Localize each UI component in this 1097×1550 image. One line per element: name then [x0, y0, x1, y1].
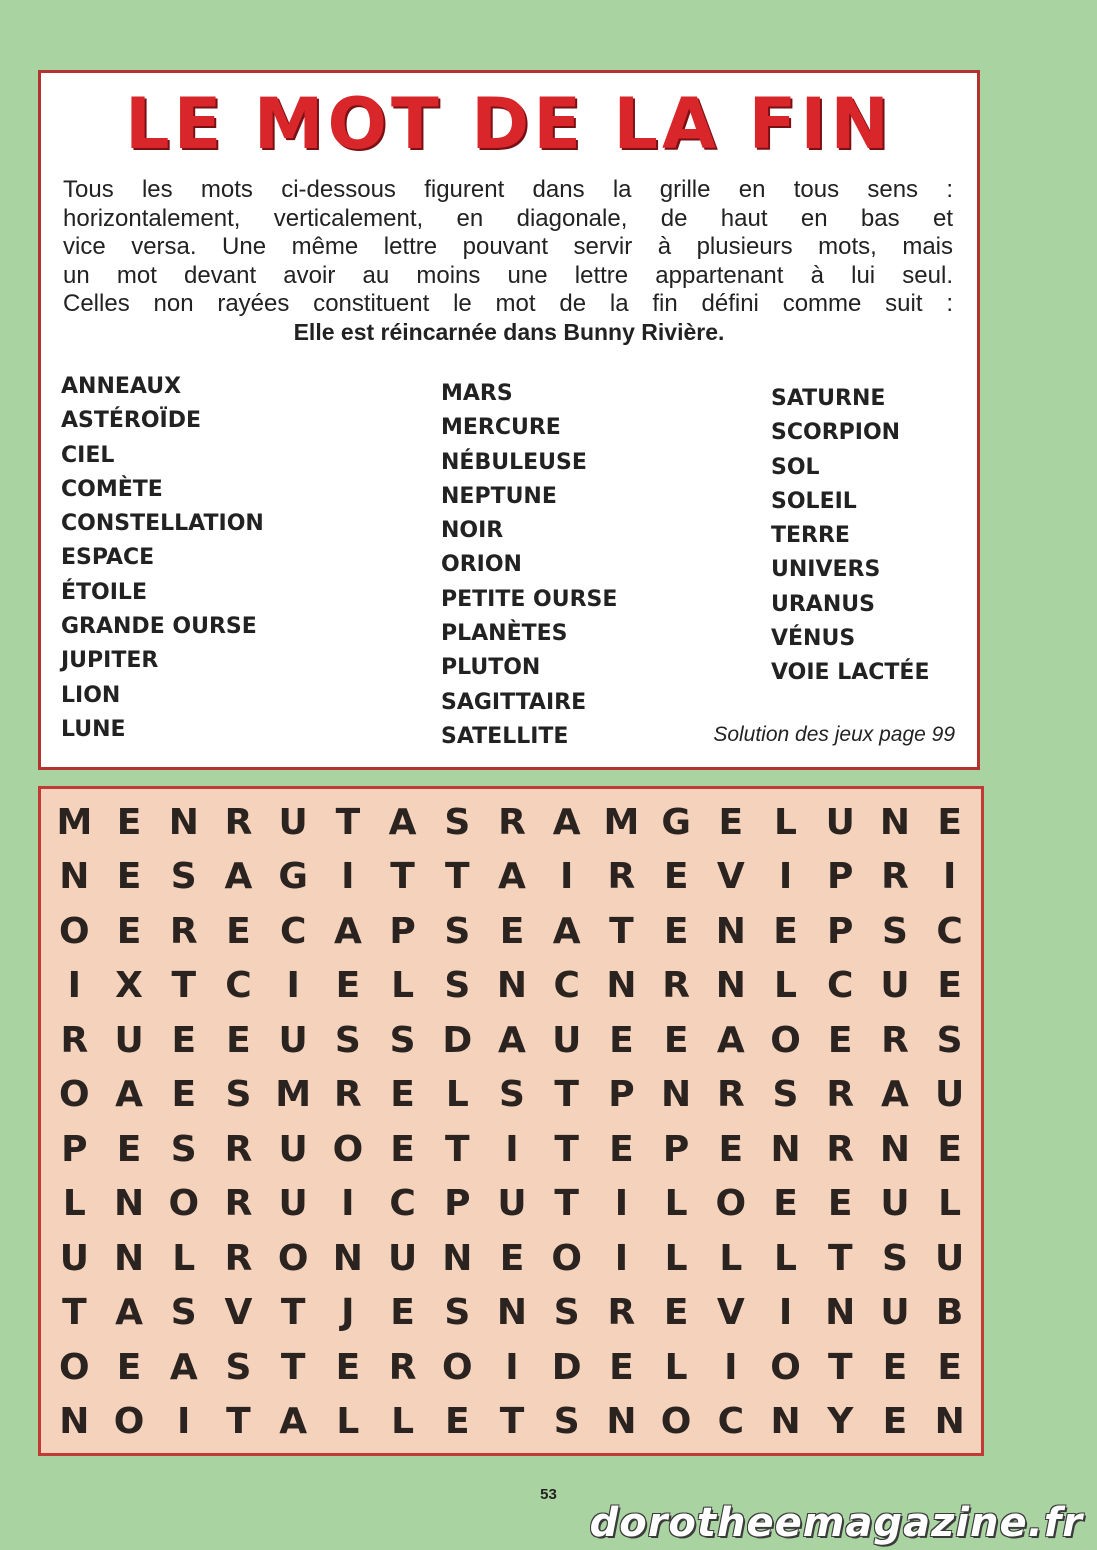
grid-letter: T — [280, 1292, 306, 1334]
word-list-item: LION — [61, 682, 121, 708]
grid-letter: S — [936, 1019, 963, 1061]
grid-letter: D — [442, 1019, 473, 1061]
grid-letter: J — [341, 1292, 355, 1334]
grid-letter: S — [225, 1346, 252, 1388]
grid-letter: E — [937, 801, 962, 843]
instructions-line: un mot devant avoir au moins une lettre appartenant à lui seul. — [63, 261, 953, 289]
instructions-line: horizontalement, verticalement, en diagonale, de haut en bas et — [63, 204, 953, 232]
grid-letter: L — [938, 1183, 962, 1225]
grid-letter: L — [391, 1401, 415, 1443]
grid-letter: S — [170, 1128, 197, 1170]
grid-letter: N — [879, 801, 910, 843]
grid-letter: S — [553, 1292, 580, 1334]
grid-letter: S — [444, 1292, 471, 1334]
grid-letter: A — [115, 1074, 143, 1116]
grid-letter: E — [116, 1128, 142, 1170]
grid-letter: P — [608, 1074, 635, 1116]
grid-letter: B — [935, 1292, 964, 1334]
word-list-item: SATURNE — [771, 386, 886, 411]
grid-letter: N — [168, 801, 199, 843]
grid-letter: N — [770, 1401, 801, 1443]
grid-letter: T — [827, 1346, 853, 1388]
word-list-item: SOL — [771, 454, 820, 480]
word-list-item: UNIVERS — [771, 557, 881, 583]
word-list-item: SATELLITE — [441, 723, 569, 749]
grid-letter: U — [935, 1074, 965, 1116]
word-list-item: ÉTOILE — [61, 579, 147, 605]
grid-letter: S — [444, 910, 471, 952]
grid-letter: U — [935, 1237, 965, 1279]
grid-letter: T — [499, 1401, 525, 1443]
grid-letter: O — [332, 1128, 364, 1170]
grid-letter: U — [278, 1183, 308, 1225]
word-list-item: GRANDE OURSE — [61, 614, 257, 640]
grid-letter: O — [59, 910, 90, 952]
grid-letter: S — [499, 1074, 525, 1116]
grid-letter: I — [505, 1128, 519, 1170]
grid-letter: A — [333, 910, 362, 952]
word-list-item: MERCURE — [441, 415, 561, 441]
grid-letter: E — [827, 1183, 853, 1225]
grid-letter: N — [661, 1074, 692, 1116]
grid-letter: A — [716, 1019, 745, 1061]
grid-letter: U — [114, 1019, 144, 1061]
grid-letter: O — [441, 1346, 473, 1388]
grid-letter: A — [388, 801, 417, 843]
grid-letter: C — [389, 1183, 416, 1225]
grid-letter: O — [770, 1019, 801, 1061]
grid-letter: E — [609, 1019, 634, 1061]
grid-letter: R — [881, 856, 909, 898]
grid-letter: E — [226, 1019, 251, 1061]
grid-letter: U — [880, 1292, 910, 1334]
grid-letter: I — [341, 1183, 355, 1225]
grid-letter: E — [335, 1346, 361, 1388]
grid-letter: U — [278, 1128, 308, 1170]
grid-letter: I — [724, 1346, 738, 1388]
grid-letter: T — [445, 856, 470, 898]
word-list-item: PETITE OURSE — [441, 586, 618, 612]
grid-letter: G — [661, 801, 691, 843]
instructions-line: Tous les mots ci-dessous figurent dans la grille en tous sens : — [63, 176, 953, 203]
grid-letter: E — [226, 910, 251, 952]
grid-letter: E — [937, 965, 962, 1007]
grid-letter: X — [115, 965, 143, 1007]
grid-letter: R — [224, 801, 253, 843]
grid-letter: L — [664, 1237, 688, 1279]
grid-letter: P — [61, 1128, 88, 1170]
grid-letter: S — [881, 910, 908, 952]
word-list-item: NOIR — [441, 518, 504, 544]
grid-letter: L — [172, 1237, 196, 1279]
mystery-word-definition: Elle est réincarnée dans Bunny Rivière. — [293, 319, 725, 345]
grid-letter: T — [554, 1074, 579, 1116]
grid-letter: L — [391, 965, 415, 1007]
grid-letter: O — [660, 1401, 692, 1443]
grid-letter: N — [113, 1237, 145, 1279]
grid-letter: A — [552, 801, 581, 843]
grid-letter: N — [715, 965, 746, 1007]
grid-letter: I — [341, 856, 355, 898]
grid-letter: U — [552, 1019, 582, 1061]
grid-letter: M — [56, 801, 93, 843]
instructions-line: Celles non rayées constituent le mot de la fin défini comme suit : — [63, 290, 953, 317]
grid-letter: N — [934, 1401, 965, 1443]
grid-letter: N — [332, 1237, 363, 1279]
grid-letter: E — [116, 1346, 142, 1388]
grid-letter: T — [226, 1401, 251, 1443]
grid-letter: I — [614, 1237, 629, 1279]
word-list-item: SAGITTAIRE — [441, 689, 587, 715]
grid-letter: E — [390, 1128, 415, 1170]
grid-letter: Y — [827, 1401, 854, 1443]
grid-letter: P — [662, 1128, 690, 1170]
grid-letter: I — [505, 1346, 519, 1388]
grid-letter: S — [444, 965, 471, 1007]
grid-letter: O — [277, 1237, 309, 1279]
grid-letter: T — [62, 1292, 87, 1334]
grid-letter: U — [278, 1019, 308, 1061]
grid-letter: S — [225, 1074, 252, 1116]
grid-letter: N — [496, 1292, 528, 1334]
grid-letter: T — [445, 1128, 470, 1170]
grid-letter: R — [334, 1074, 362, 1116]
word-list-item: JUPITER — [61, 648, 159, 674]
grid-letter: T — [554, 1128, 579, 1170]
grid-letter: N — [606, 1401, 637, 1443]
grid-letter: A — [115, 1292, 143, 1334]
grid-letter: R — [826, 1128, 855, 1170]
grid-letter: P — [389, 910, 416, 952]
grid-letter: S — [553, 1401, 580, 1443]
word-list-item: NEPTUNE — [441, 483, 557, 509]
word-list-item: NÉBULEUSE — [441, 449, 587, 475]
grid-letter: E — [171, 1019, 197, 1061]
grid-letter: E — [609, 1346, 634, 1388]
grid-letter: T — [280, 1346, 306, 1388]
grid-letter: U — [59, 1237, 89, 1279]
solution-note: Solution des jeux page 99 — [713, 723, 955, 746]
grid-letter: L — [774, 965, 797, 1007]
grid-letter: O — [168, 1183, 200, 1225]
grid-letter: S — [881, 1237, 908, 1279]
grid-letter: L — [336, 1401, 360, 1443]
grid-letter: E — [499, 910, 525, 952]
grid-letter: R — [716, 1074, 745, 1116]
word-list-item: ANNEAUX — [61, 374, 182, 399]
grid-letter: N — [606, 965, 637, 1007]
grid-letter: N — [442, 1237, 473, 1279]
grid-letter: N — [59, 856, 90, 898]
grid-letter: E — [609, 1128, 634, 1170]
word-list-item: VOIE LACTÉE — [771, 660, 930, 686]
grid-letter: I — [286, 965, 300, 1007]
word-list-item: COMÈTE — [61, 476, 163, 502]
grid-letter: O — [59, 1346, 90, 1388]
grid-letter: N — [879, 1128, 910, 1170]
grid-letter: C — [225, 965, 252, 1007]
word-list-item: ORION — [441, 552, 522, 578]
word-list-item: CONSTELLATION — [61, 511, 264, 537]
grid-letter: R — [224, 1183, 253, 1225]
grid-letter: D — [551, 1346, 582, 1388]
grid-letter: S — [444, 801, 471, 843]
grid-letter: C — [827, 965, 854, 1007]
grid-letter: U — [880, 1183, 910, 1225]
grid-letter: L — [445, 1074, 469, 1116]
word-list-item: ASTÉROÏDE — [61, 408, 202, 434]
word-list-item: URANUS — [771, 591, 875, 617]
page-title: LE MOT DE LA FIN — [125, 83, 893, 165]
grid-letter: S — [170, 856, 197, 898]
word-list-item: MARS — [441, 381, 513, 406]
grid-letter: T — [827, 1237, 853, 1279]
grid-letter: E — [773, 910, 798, 952]
grid-letter: T — [390, 856, 415, 898]
grid-letter: R — [60, 1019, 89, 1061]
grid-letter: A — [169, 1346, 198, 1388]
grid-letter: T — [171, 965, 197, 1007]
grid-letter: C — [553, 965, 580, 1007]
word-search-grid-box — [38, 786, 984, 1456]
grid-letter: L — [774, 801, 797, 843]
grid-letter: U — [387, 1237, 418, 1279]
grid-letter: M — [603, 801, 640, 843]
grid-letter: O — [59, 1074, 90, 1116]
grid-letter: E — [663, 910, 689, 952]
word-search-grid — [47, 795, 977, 1449]
word-list-item: VÉNUS — [771, 626, 856, 652]
grid-letter: E — [444, 1401, 470, 1443]
grid-letter: R — [224, 1128, 253, 1170]
grid-letter: E — [882, 1401, 908, 1443]
instructions-text — [63, 176, 953, 319]
grid-letter: A — [880, 1074, 909, 1116]
grid-letter: O — [715, 1183, 747, 1225]
word-list-item: SOLEIL — [771, 488, 857, 514]
page-number: 53 — [540, 1486, 557, 1503]
word-list-item: ESPACE — [61, 545, 155, 571]
puzzle-instructions-panel — [38, 70, 980, 770]
grid-letter: A — [498, 1019, 526, 1061]
grid-letter: R — [169, 910, 198, 952]
grid-letter: S — [334, 1019, 361, 1061]
grid-letter: I — [559, 856, 574, 898]
word-list-item: PLUTON — [441, 655, 541, 681]
word-list-column-1 — [61, 370, 264, 747]
grid-letter: E — [773, 1183, 798, 1225]
grid-letter: E — [718, 801, 744, 843]
grid-letter: C — [936, 910, 963, 952]
grid-letter: E — [335, 965, 361, 1007]
grid-letter: S — [389, 1019, 416, 1061]
grid-letter: R — [498, 801, 526, 843]
grid-letter: S — [170, 1292, 197, 1334]
word-list-column-3 — [771, 382, 929, 691]
grid-letter: E — [937, 1346, 962, 1388]
grid-letter: L — [664, 1183, 688, 1225]
grid-letter: I — [778, 856, 793, 898]
grid-letter: R — [662, 965, 690, 1007]
word-list-column-2 — [441, 377, 617, 754]
grid-letter: R — [607, 1292, 636, 1334]
grid-letter: T — [609, 910, 634, 952]
grid-letter: I — [778, 1292, 793, 1334]
grid-letter: E — [116, 910, 142, 952]
grid-letter: O — [113, 1401, 145, 1443]
grid-letter: C — [717, 1401, 745, 1443]
grid-letter: E — [663, 1019, 689, 1061]
grid-letter: R — [224, 1237, 253, 1279]
grid-letter: L — [774, 1237, 797, 1279]
grid-letter: O — [551, 1237, 582, 1279]
word-list-item: PLANÈTES — [441, 621, 568, 647]
grid-letter: E — [663, 1292, 689, 1334]
grid-letter: R — [607, 856, 636, 898]
grid-letter: E — [390, 1074, 415, 1116]
grid-letter: L — [664, 1346, 688, 1388]
instructions-line: vice versa. Une même lettre pouvant servir à plusieurs mots, mais — [63, 233, 953, 260]
grid-letter: N — [770, 1128, 801, 1170]
grid-letter: N — [113, 1183, 145, 1225]
grid-letter: T — [554, 1183, 579, 1225]
grid-letter: P — [444, 1183, 471, 1225]
grid-letter: S — [772, 1074, 799, 1116]
grid-letter: C — [279, 910, 307, 952]
grid-letter: R — [881, 1019, 909, 1061]
word-list-item: LUNE — [61, 716, 126, 742]
grid-letter: N — [496, 965, 528, 1007]
site-watermark: dorotheemagazine.fr — [589, 1500, 1083, 1546]
grid-letter: E — [937, 1128, 962, 1170]
grid-letter: P — [827, 856, 854, 898]
grid-letter: A — [224, 856, 253, 898]
grid-letter: E — [116, 801, 142, 843]
grid-letter: L — [62, 1183, 86, 1225]
grid-letter: A — [498, 856, 526, 898]
grid-letter: I — [942, 856, 957, 898]
grid-letter: V — [716, 1292, 745, 1334]
grid-letter: P — [827, 910, 854, 952]
grid-letter: E — [663, 856, 689, 898]
grid-letter: I — [177, 1401, 191, 1443]
grid-letter: N — [825, 1292, 856, 1334]
grid-letter: I — [614, 1183, 629, 1225]
grid-letter: E — [390, 1292, 415, 1334]
grid-letter: U — [880, 965, 910, 1007]
grid-letter: V — [224, 1292, 253, 1334]
grid-letter: A — [552, 910, 581, 952]
grid-letter: U — [278, 801, 308, 843]
word-list-item: SCORPION — [771, 420, 901, 446]
word-list-item: TERRE — [771, 523, 850, 549]
grid-letter: U — [825, 801, 855, 843]
grid-letter: G — [278, 856, 308, 898]
grid-letter: R — [388, 1346, 417, 1388]
grid-letter: U — [497, 1183, 527, 1225]
grid-letter: R — [826, 1074, 855, 1116]
grid-letter: E — [116, 856, 142, 898]
grid-letter: O — [770, 1346, 801, 1388]
grid-letter: L — [719, 1237, 743, 1279]
grid-letter: A — [279, 1401, 308, 1443]
grid-letter: V — [716, 856, 745, 898]
grid-letter: E — [827, 1019, 853, 1061]
grid-letter: N — [715, 910, 746, 952]
grid-letter: M — [275, 1074, 312, 1116]
grid-letter: E — [882, 1346, 908, 1388]
grid-letter: E — [718, 1128, 744, 1170]
word-list-item: CIEL — [61, 442, 115, 468]
grid-letter: E — [171, 1074, 197, 1116]
grid-letter: N — [59, 1401, 90, 1443]
grid-letter: E — [499, 1237, 525, 1279]
grid-letter: I — [67, 965, 82, 1007]
grid-letter: T — [335, 801, 361, 843]
